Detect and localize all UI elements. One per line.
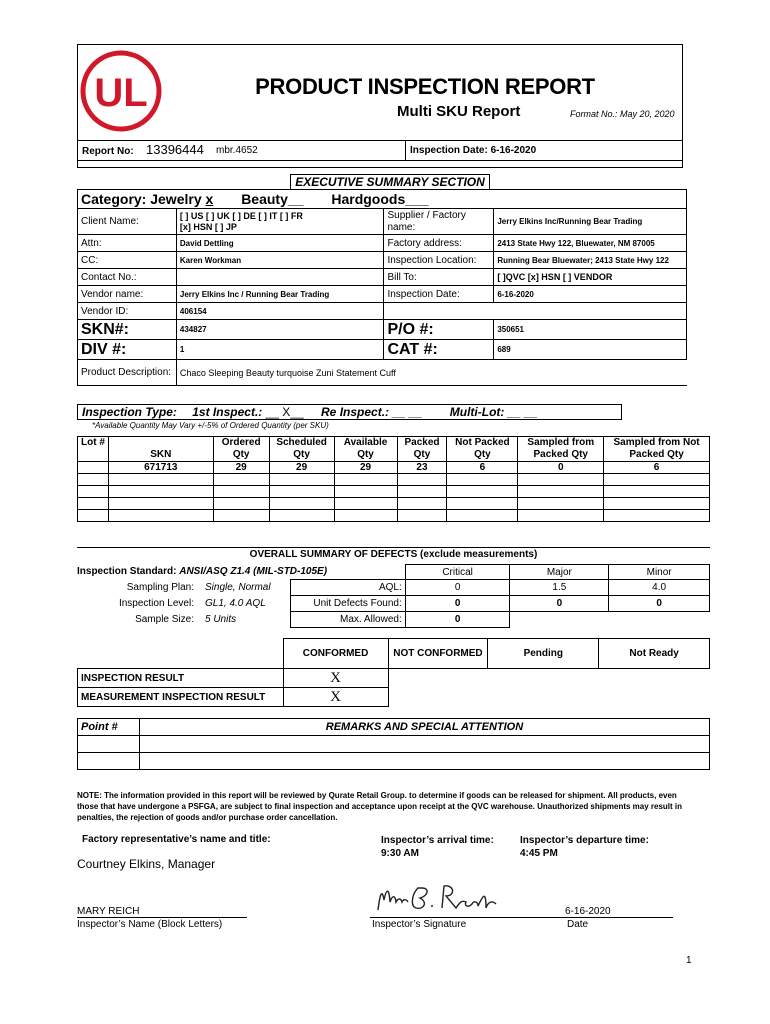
vendor-name-label: Vendor name: bbox=[78, 286, 177, 303]
cell-scheduled: 29 bbox=[269, 462, 334, 474]
inspector-name-label: Inspector’s Name (Block Letters) bbox=[77, 919, 223, 930]
supplier-value: Jerry Elkins Inc/Running Bear Trading bbox=[494, 209, 687, 235]
report-no-label: Report No: bbox=[82, 146, 134, 157]
unit-defects-label: Unit Defects Found: bbox=[291, 596, 406, 612]
inspection-level-label: Inspection Level: bbox=[118, 598, 194, 609]
col-ordered: Ordered Qty bbox=[213, 437, 269, 462]
table-row bbox=[78, 474, 710, 486]
summary-inspection-date-value: 6-16-2020 bbox=[494, 286, 687, 303]
empty-cell bbox=[488, 688, 599, 707]
result-table bbox=[77, 638, 710, 707]
multi-lot-value: __ __ bbox=[507, 405, 538, 419]
signature-line bbox=[370, 917, 555, 918]
re-inspect-value: __ __ bbox=[392, 405, 423, 419]
col-minor: Minor bbox=[609, 565, 710, 580]
empty-cell bbox=[388, 669, 488, 688]
inspector-signature-image bbox=[370, 880, 500, 918]
date-value: 6-16-2020 bbox=[565, 906, 611, 917]
category-beauty: Beauty__ bbox=[241, 191, 304, 207]
attn-label: Attn: bbox=[78, 235, 177, 252]
first-inspect-value: __ X__ bbox=[265, 405, 304, 419]
divider bbox=[77, 547, 710, 548]
col-scheduled: Scheduled Qty bbox=[269, 437, 334, 462]
cell-skn: 671713 bbox=[108, 462, 213, 474]
vendor-id-label: Vendor ID: bbox=[78, 303, 177, 320]
vendor-id-value: 406154 bbox=[176, 303, 384, 320]
category-hardgoods: Hardgoods___ bbox=[331, 191, 429, 207]
aql-critical: 0 bbox=[405, 580, 510, 596]
skn-value: 434827 bbox=[176, 320, 384, 340]
bill-to-value: [ ]QVC [x] HSN [ ] VENDOR bbox=[494, 269, 687, 286]
cell-sampled-not-packed: 6 bbox=[604, 462, 710, 474]
arrival-value: 9:30 AM bbox=[381, 848, 419, 859]
inspection-location-label: Inspection Location: bbox=[384, 252, 494, 269]
report-mbr: mbr.4652 bbox=[216, 145, 258, 156]
empty-cell bbox=[599, 669, 710, 688]
executive-summary-table bbox=[77, 189, 687, 386]
div-label: DIV #: bbox=[78, 340, 177, 360]
inspector-signature-label: Inspector’s Signature bbox=[372, 919, 467, 930]
date-line bbox=[555, 917, 673, 918]
client-value-line1: [ ] US [ ] UK [ ] DE [ ] IT [ ] FR bbox=[179, 210, 303, 221]
vendor-name-value: Jerry Elkins Inc / Running Bear Trading bbox=[176, 286, 384, 303]
inspection-result-label: INSPECTION RESULT bbox=[78, 669, 284, 688]
client-label: Client Name: bbox=[78, 209, 177, 235]
divider bbox=[77, 160, 683, 161]
sample-size-value: 5 Units bbox=[205, 614, 237, 625]
cell-not-packed: 6 bbox=[447, 462, 518, 474]
re-inspect-label: Re Inspect.: bbox=[321, 405, 390, 419]
cell-lot bbox=[78, 462, 109, 474]
contact-value bbox=[176, 269, 384, 286]
factory-rep-label: Factory representative’s name and title: bbox=[82, 834, 271, 845]
page-number: 1 bbox=[686, 955, 692, 966]
measurement-result-label: MEASUREMENT INSPECTION RESULT bbox=[78, 688, 284, 707]
inspection-date-value: 6-16-2020 bbox=[490, 145, 537, 156]
name-line bbox=[77, 917, 247, 918]
departure-value: 4:45 PM bbox=[520, 848, 558, 859]
header-inspection-date bbox=[410, 145, 536, 156]
report-no: 13396444 bbox=[146, 142, 204, 157]
col-critical: Critical bbox=[405, 565, 510, 580]
col-sampled-not-packed: Sampled from Not Packed Qty bbox=[604, 437, 710, 462]
cat-value: 689 bbox=[494, 340, 687, 360]
po-value: 350651 bbox=[494, 320, 687, 340]
client-value-line2: [x] HSN [ ] JP bbox=[179, 221, 237, 232]
departure-time bbox=[520, 834, 649, 860]
inspection-type-row bbox=[77, 404, 622, 420]
remarks-table bbox=[77, 718, 710, 770]
table-row bbox=[78, 462, 710, 474]
bill-to-label: Bill To: bbox=[384, 269, 494, 286]
sample-size-label: Sample Size: bbox=[135, 614, 194, 625]
cc-value: Karen Workman bbox=[176, 252, 384, 269]
table-row bbox=[78, 498, 710, 510]
col-pending: Pending bbox=[488, 639, 599, 669]
cell-available: 29 bbox=[334, 462, 397, 474]
cat-label: CAT #: bbox=[384, 340, 494, 360]
div-value: 1 bbox=[176, 340, 384, 360]
table-row bbox=[78, 753, 710, 770]
logo-text: UL bbox=[94, 71, 148, 115]
inspection-location-value: Running Bear Bluewater; 2413 State Hwy 122 bbox=[494, 252, 687, 269]
table-row bbox=[78, 736, 710, 753]
col-conformed: CONFORMED bbox=[283, 639, 388, 669]
unit-defects-critical: 0 bbox=[405, 596, 510, 612]
inspection-date-label: Inspection Date: bbox=[410, 145, 488, 156]
empty-cell bbox=[388, 688, 488, 707]
inspection-level-value: GL1, 4.0 AQL bbox=[205, 598, 266, 609]
first-inspect-label: 1st Inspect.: bbox=[192, 405, 263, 419]
date-label: Date bbox=[567, 919, 589, 930]
category-row bbox=[78, 190, 687, 209]
measurement-result-mark: X bbox=[283, 688, 388, 707]
quantity-table bbox=[77, 436, 710, 522]
empty-cell bbox=[384, 303, 687, 320]
factory-address-value: 2413 State Hwy 122, Bluewater, NM 87005 bbox=[494, 235, 687, 252]
disclaimer-note: NOTE: The information provided in this report will be reviewed by Qurate Retail Group. to determine if goods can be released for shipment. All products, even those that have undergone a PSFGA, are subject to final inspection and acceptance upon receipt at the QVC warehouse. Unauthorized shipments may result in penalties, the rejection of goods and/or purchase order cancellation. bbox=[77, 791, 683, 822]
sampling-plan-label: Sampling Plan: bbox=[126, 582, 194, 593]
product-desc-label: Product Description: bbox=[78, 360, 177, 386]
cell-packed: 23 bbox=[397, 462, 447, 474]
cc-label: CC: bbox=[78, 252, 177, 269]
departure-label: Inspector’s departure time: bbox=[520, 835, 649, 846]
defects-title: OVERALL SUMMARY OF DEFECTS (exclude measurements) bbox=[249, 549, 538, 560]
table-row bbox=[78, 486, 710, 498]
defects-table bbox=[290, 564, 710, 628]
col-skn-blank bbox=[108, 437, 213, 449]
attn-value: David Dettling bbox=[176, 235, 384, 252]
report-subtitle: Multi SKU Report bbox=[397, 103, 521, 120]
cell-sampled-packed: 0 bbox=[518, 462, 604, 474]
aql-label: AQL: bbox=[291, 580, 406, 596]
category-label: Category: Jewelry bbox=[81, 191, 202, 207]
divider bbox=[405, 140, 406, 160]
col-packed: Packed Qty bbox=[397, 437, 447, 462]
arrival-time bbox=[381, 834, 494, 860]
unit-defects-major: 0 bbox=[510, 596, 609, 612]
col-skn: SKN bbox=[108, 449, 213, 462]
col-lot: Lot # bbox=[78, 437, 109, 462]
empty-cell bbox=[510, 612, 609, 628]
po-label: P/O #: bbox=[384, 320, 494, 340]
factory-address-label: Factory address: bbox=[384, 235, 494, 252]
skn-label: SKN#: bbox=[78, 320, 177, 340]
multi-lot-label: Multi-Lot: bbox=[449, 405, 505, 419]
inspection-result-mark: X bbox=[283, 669, 388, 688]
empty-cell bbox=[609, 612, 710, 628]
arrival-label: Inspector’s arrival time: bbox=[381, 835, 494, 846]
cell-ordered: 29 bbox=[213, 462, 269, 474]
max-allowed-label: Max. Allowed: bbox=[291, 612, 406, 628]
category-jewelry-mark: x bbox=[205, 191, 214, 207]
aql-major: 1.5 bbox=[510, 580, 609, 596]
report-title: PRODUCT INSPECTION REPORT bbox=[255, 74, 595, 99]
aql-minor: 4.0 bbox=[609, 580, 710, 596]
ul-logo-icon bbox=[80, 50, 162, 132]
summary-inspection-date-label: Inspection Date: bbox=[384, 286, 494, 303]
col-major: Major bbox=[510, 565, 609, 580]
inspection-type-label: Inspection Type: bbox=[82, 405, 177, 419]
empty-cell bbox=[488, 669, 599, 688]
col-not-packed: Not Packed Qty bbox=[447, 437, 518, 462]
product-desc-value: Chaco Sleeping Beauty turquoise Zuni Statement Cuff bbox=[176, 360, 686, 386]
col-available: Available Qty bbox=[334, 437, 397, 462]
empty-cell bbox=[291, 565, 406, 580]
standard-label: Inspection Standard: bbox=[77, 566, 177, 577]
inspector-name: MARY REICH bbox=[77, 906, 140, 917]
remarks-title: REMARKS AND SPECIAL ATTENTION bbox=[139, 719, 709, 736]
standard-value: ANSI/ASQ Z1.4 (MIL-STD-105E) bbox=[179, 566, 328, 577]
empty-cell bbox=[78, 639, 284, 669]
max-allowed-critical: 0 bbox=[405, 612, 510, 628]
unit-defects-minor: 0 bbox=[609, 596, 710, 612]
empty-cell bbox=[599, 688, 710, 707]
col-sampled-packed: Sampled from Packed Qty bbox=[518, 437, 604, 462]
available-qty-note: *Available Quantity May Vary +/-5% of Ordered Quantity (per SKU) bbox=[92, 421, 329, 430]
supplier-label: Supplier / Factory name: bbox=[384, 209, 494, 235]
executive-summary-title: EXECUTIVE SUMMARY SECTION bbox=[290, 174, 490, 190]
col-not-conformed: NOT CONFORMED bbox=[388, 639, 488, 669]
contact-label: Contact No.: bbox=[78, 269, 177, 286]
col-not-ready: Not Ready bbox=[599, 639, 710, 669]
point-label: Point # bbox=[78, 719, 140, 736]
table-row bbox=[78, 510, 710, 522]
client-value bbox=[176, 209, 384, 235]
sampling-plan-value: Single, Normal bbox=[205, 582, 271, 593]
factory-rep-value: Courtney Elkins, Manager bbox=[77, 857, 216, 871]
format-number: Format No.: May 20, 2020 bbox=[570, 109, 675, 119]
